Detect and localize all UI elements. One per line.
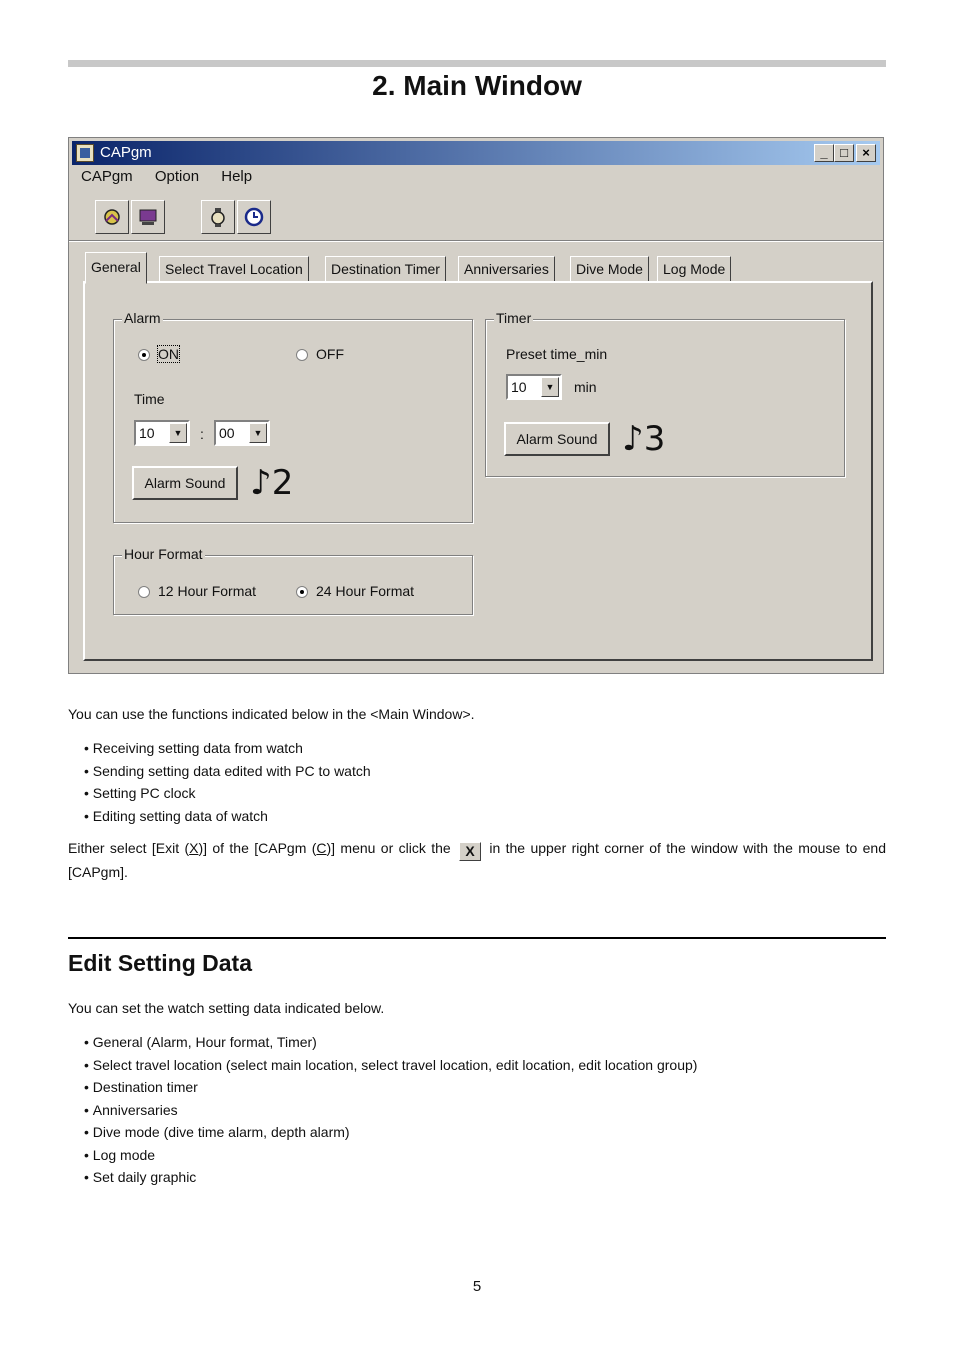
exit-key: X (189, 840, 199, 856)
alarm-on-label[interactable]: ON (158, 346, 179, 362)
list-item: • Editing setting data of watch (84, 805, 371, 828)
intro-text: You can use the functions indicated below in the <Main Window>. (68, 706, 475, 722)
menu-bar (81, 168, 270, 190)
hour-24-label[interactable]: 24 Hour Format (316, 583, 415, 599)
top-rule (68, 60, 886, 67)
alarm-minute-select[interactable] (214, 420, 270, 446)
alarm-sound-note: ♪2 (250, 463, 294, 503)
section-title: Edit Setting Data (68, 950, 253, 976)
set-clock-button[interactable] (201, 200, 235, 234)
section-rule (68, 937, 886, 939)
alarm-sound-button[interactable]: Alarm Sound (132, 466, 238, 500)
tab-anniversaries[interactable]: Anniversaries (458, 256, 555, 282)
alarm-hour-select[interactable] (134, 420, 190, 446)
tab-destination-timer[interactable]: Destination Timer (325, 256, 446, 282)
timer-alarm-sound-button[interactable]: Alarm Sound (504, 422, 610, 456)
functions-list (84, 737, 371, 827)
menu-help[interactable]: Help (221, 168, 253, 185)
alarm-off-label[interactable]: OFF (316, 346, 344, 362)
page-title: 2. Main Window (372, 70, 582, 101)
list-item: • Sending setting data edited with PC to watch (84, 760, 371, 783)
preset-time-label: Preset time_min (506, 346, 608, 362)
list-item: • Log mode (84, 1144, 697, 1167)
timer-group (485, 310, 845, 477)
alarm-minute-value: 00 (219, 425, 235, 441)
send-pc-icon (138, 207, 158, 227)
timer-sound-note: ♪3 (622, 419, 666, 459)
exit-text-part: Either select [Exit ( (68, 840, 190, 856)
page-number: 5 (472, 1278, 482, 1295)
exit-text-part: )] of the [CAPgm ( (198, 840, 317, 856)
exit-text-part: in the upper right corner of the window with the mouse to end [CAPgm]. (68, 840, 887, 880)
timer-group-label: Timer (496, 310, 532, 326)
section-intro: You can set the watch setting data indicated below. (68, 1000, 385, 1016)
capgm-window (68, 137, 884, 674)
list-item: • Setting PC clock (84, 782, 371, 805)
hour-format-group (113, 546, 473, 615)
clock-button[interactable] (237, 200, 271, 234)
tab-general[interactable]: General (85, 252, 147, 284)
exit-text-part: )] menu or click the (326, 840, 451, 856)
receive-button[interactable] (95, 200, 129, 234)
alarm-group (113, 310, 473, 523)
alarm-hour-value: 10 (139, 425, 155, 441)
menu-capgm[interactable]: CAPgm (81, 168, 133, 185)
chevron-down-icon[interactable]: ▼ (249, 423, 267, 443)
alarm-off-radio[interactable] (296, 349, 308, 361)
set-clock-icon (208, 207, 228, 227)
general-panel (83, 281, 873, 661)
timer-preset-value: 10 (511, 379, 527, 395)
tab-log-mode[interactable]: Log Mode (657, 256, 731, 282)
alarm-time-label: Time (134, 391, 165, 407)
list-item: • Set daily graphic (84, 1166, 697, 1189)
minimize-button[interactable]: _ (814, 144, 834, 162)
capgm-key: C (316, 840, 327, 856)
time-separator: : (200, 426, 204, 442)
alarm-group-label: Alarm (124, 310, 161, 326)
list-item: • General (Alarm, Hour format, Timer) (84, 1031, 697, 1054)
tab-dive-mode[interactable]: Dive Mode (570, 256, 649, 282)
list-item: • Destination timer (84, 1076, 697, 1099)
chevron-down-icon[interactable]: ▼ (169, 423, 187, 443)
list-item: • Select travel location (select main location, select travel location, edit location, edit location group) (84, 1054, 697, 1077)
timer-preset-select[interactable] (506, 374, 562, 400)
hour-12-radio[interactable] (138, 586, 150, 598)
close-icon: X (459, 842, 481, 861)
hour-24-radio[interactable] (296, 586, 308, 598)
window-titlebar (72, 141, 880, 165)
timer-unit-label: min (574, 379, 597, 395)
alarm-on-radio[interactable] (138, 349, 150, 361)
toolbar-divider (69, 240, 883, 242)
app-icon (76, 144, 94, 162)
send-button[interactable] (131, 200, 165, 234)
chevron-down-icon[interactable]: ▼ (541, 377, 559, 397)
clock-icon (244, 207, 264, 227)
tab-select-travel-location[interactable]: Select Travel Location (159, 256, 309, 282)
close-button[interactable]: × (856, 144, 876, 162)
settings-list (84, 1031, 697, 1189)
list-item: • Receiving setting data from watch (84, 737, 371, 760)
list-item: • Anniversaries (84, 1099, 697, 1122)
exit-instructions (68, 837, 886, 883)
hour-format-label: Hour Format (124, 546, 203, 562)
maximize-button[interactable]: □ (834, 144, 854, 162)
hour-12-label[interactable]: 12 Hour Format (158, 583, 257, 599)
receive-watch-icon (102, 207, 122, 227)
menu-option[interactable]: Option (154, 168, 200, 185)
window-title: CAPgm (100, 144, 152, 161)
list-item: • Dive mode (dive time alarm, depth alarm) (84, 1121, 697, 1144)
